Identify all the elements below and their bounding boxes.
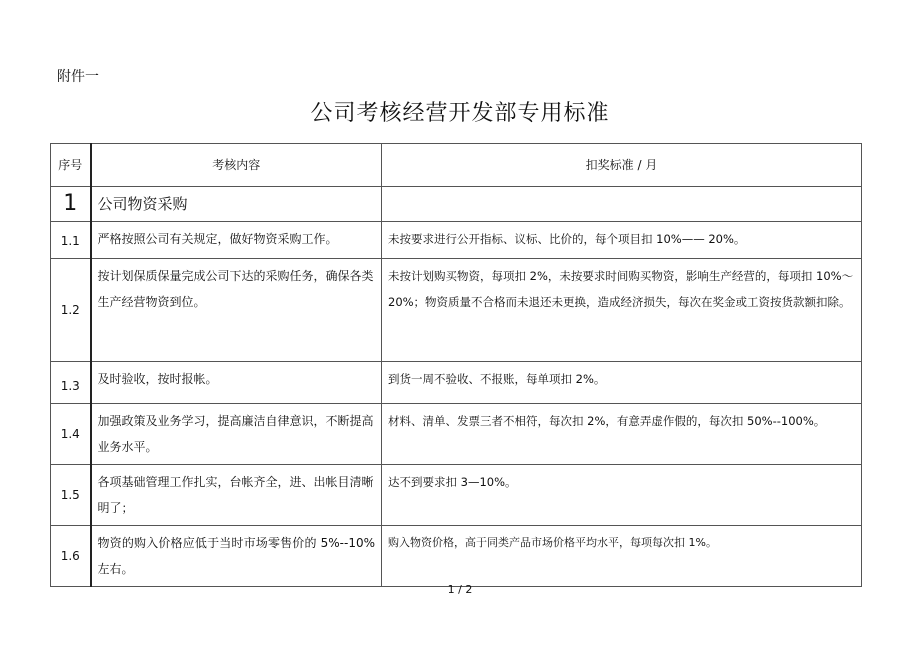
header-seq: 序号 [51, 144, 91, 187]
table-row [51, 222, 862, 259]
row-number: 1.6 [51, 526, 91, 587]
row-content: 各项基础管理工作扎实，台帐齐全，进、出帐目清晰明了； [91, 465, 382, 526]
header-criteria: 扣奖标准 / 月 [382, 144, 862, 187]
section-title: 公司物资采购 [91, 187, 382, 222]
row-criteria: 未按要求进行公开指标、议标、比价的，每个项目扣 10%—— 20%。 [382, 222, 862, 259]
row-number: 1.3 [51, 362, 91, 404]
row-content: 严格按照公司有关规定，做好物资采购工作。 [91, 222, 382, 259]
row-criteria: 达不到要求扣 3—10%。 [382, 465, 862, 526]
annex-label: 附件一 [57, 69, 99, 85]
table-row [51, 259, 862, 362]
table-row [51, 362, 862, 404]
table-row [51, 526, 862, 587]
row-criteria: 未按计划购买物资，每项扣 2%，未按要求时间购买物资，影响生产经营的，每项扣 10%～ 20%；物资质量不合格而未退还未更换，造成经济损失，每次在奖金或工资按货款额扣除。 [382, 259, 862, 362]
row-number: 1.5 [51, 465, 91, 526]
row-number: 1.2 [51, 259, 91, 362]
row-criteria: 材料、清单、发票三者不相符，每次扣 2%，有意弄虚作假的，每次扣 50%--100%。 [382, 404, 862, 465]
header-content: 考核内容 [91, 144, 382, 187]
page-number: 1 / 2 [447, 583, 473, 596]
page-title: 公司考核经营开发部专用标准 [310, 101, 610, 126]
table-header-row [51, 144, 862, 187]
row-criteria: 购入物资价格，高于同类产品市场价格平均水平，每项每次扣 1%。 [382, 526, 862, 587]
table-row [51, 404, 862, 465]
assessment-table [50, 143, 862, 587]
row-content: 加强政策及业务学习，提高廉洁自律意识，不断提高业务水平。 [91, 404, 382, 465]
row-criteria: 到货一周不验收、不报账，每单项扣 2%。 [382, 362, 862, 404]
section-row [51, 187, 862, 222]
row-content: 物资的购入价格应低于当时市场零售价的 5%--10%左右。 [91, 526, 382, 587]
table-row [51, 465, 862, 526]
section-criteria [382, 187, 862, 222]
section-number: 1 [51, 187, 91, 222]
row-content: 按计划保质保量完成公司下达的采购任务，确保各类生产经营物资到位。 [91, 259, 382, 362]
row-content: 及时验收，按时报帐。 [91, 362, 382, 404]
row-number: 1.4 [51, 404, 91, 465]
row-number: 1.1 [51, 222, 91, 259]
